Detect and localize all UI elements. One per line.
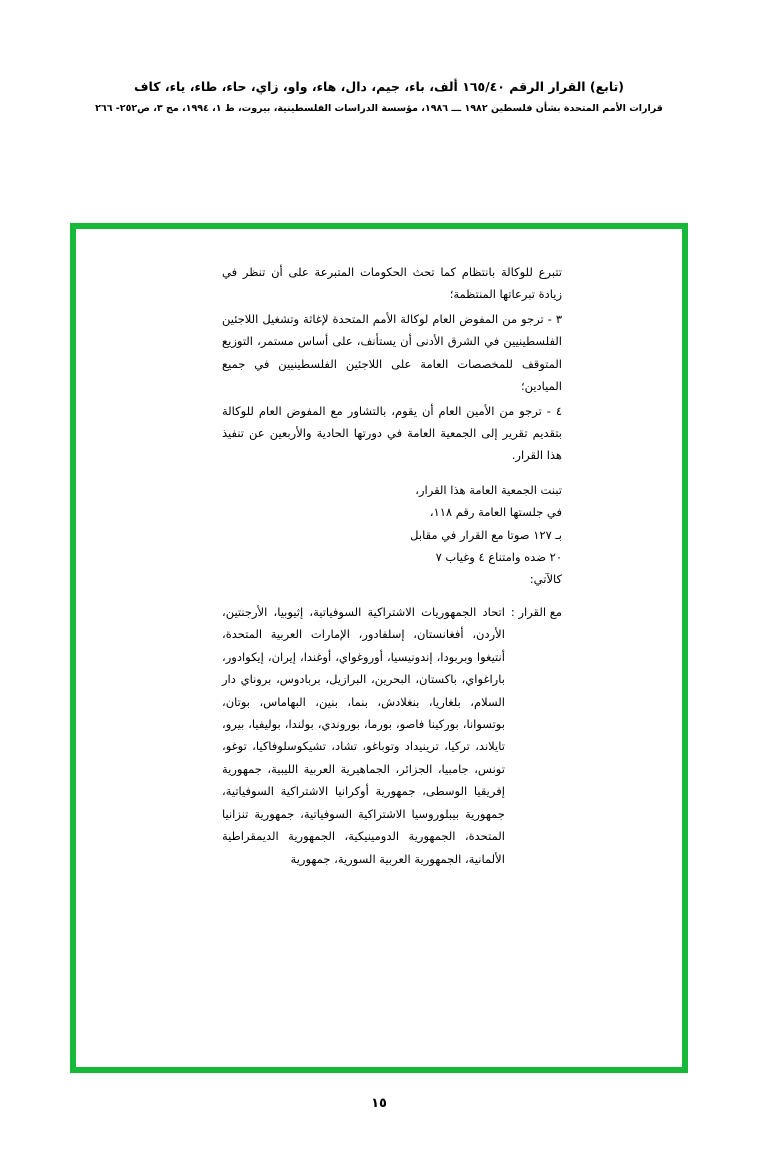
page-header [0, 78, 758, 115]
adoption-line: كالآتي: [529, 572, 562, 587]
document-body [222, 261, 562, 870]
adoption-block [222, 479, 562, 591]
paragraph-continuation: تتبرع للوكالة بانتظام كما تحث الحكومات المتبرعة على أن تنظر في زيادة تبرعاتها المنتظمة؛ [222, 265, 562, 302]
adoption-line: في جلستها العامة رقم ١١٨، [429, 505, 562, 520]
adoption-line: ٢٠ ضده وامتناع ٤ وغياب ٧ [435, 550, 562, 565]
adoption-line: تبنت الجمعية العامة هذا القرار، [415, 482, 562, 497]
green-content-frame [70, 223, 688, 1073]
vote-in-favour-countries: اتحاد الجمهوريات الاشتراكية السوفياتية، إثيوبيا، الأرجنتين، الأردن، أفغانستان، إسلفادور، الإمارات العربية المتحدة، أنتيغوا وبربودا، إندونيسيا، أوروغواي، أوغندا، إيران، إيكوادور، باراغواي، باكستان، البحرين، البرازيل، بربادوس، بروناي دار السلام، بلغاريا، بنغلادش، بنما، بنين، البهاماس، بوتان، بوتسوانا، بوركينا فاصو، بورما، بوروندي، بولندا، بوليفيا، بيرو، تايلاند، تركيا، ترينيداد وتوباغو، تشاد، تشيكوسلوفاكيا، توغو، تونس، جامبيا، الجزائر، الجماهيرية العربية الليبية، جمهورية إفريقيا الوسطى، جمهورية أوكرانيا الاشتراكية السوفياتية، جمهورية بيبلوروسيا الاشتراكية السوفياتية، جمهورية تنزانيا المتحدة، الجمهورية الدومينيكية، الجمهورية الديمقراطية الألمانية، الجمهورية العربية السورية، جمهورية [222, 604, 505, 866]
vote-in-favour-label: مع القرار : [510, 604, 562, 619]
header-title: (تابع) القرار الرقم ١٦٥/٤٠ ألف، باء، جيم، دال، هاء، واو، زاي، حاء، طاء، ياء، كاف [134, 79, 624, 94]
spacer [222, 591, 562, 601]
page-number: ١٥ [371, 1096, 387, 1111]
spacer [222, 469, 562, 479]
header-source-citation: قرارات الأمم المتحدة بشأن فلسطين ١٩٨٢ ـــ ١٩٨٦، مؤسسة الدراسات الفلسطينية، بيروت، ط ١، ١٩٩٤، مج ٣، ص٢٥٢- ٢٦٦ [95, 102, 663, 114]
adoption-line: بـ ١٢٧ صوتا مع القرار في مقابل [410, 527, 562, 542]
paragraph-4: ٤ - ترجو من الأمين العام أن يقوم، بالتشاور مع المفوض العام للوكالة بتقديم تقرير إلى الجمعية العامة في دورتها الحادية والأربعين عن تنفيذ هذا القرار. [222, 403, 562, 463]
vote-in-favour-block [222, 601, 562, 870]
document-page [0, 78, 758, 1156]
paragraph-3: ٣ - ترجو من المفوض العام لوكالة الأمم المتحدة لإغاثة وتشغيل اللاجئين الفلسطينيين في الشرق الأدنى أن يستأنف، على أساس مستمر، التوزيع المتوقف للمخصصات العامة على اللاجئين الفلسطينيين في جميع الميادين؛ [222, 311, 562, 394]
